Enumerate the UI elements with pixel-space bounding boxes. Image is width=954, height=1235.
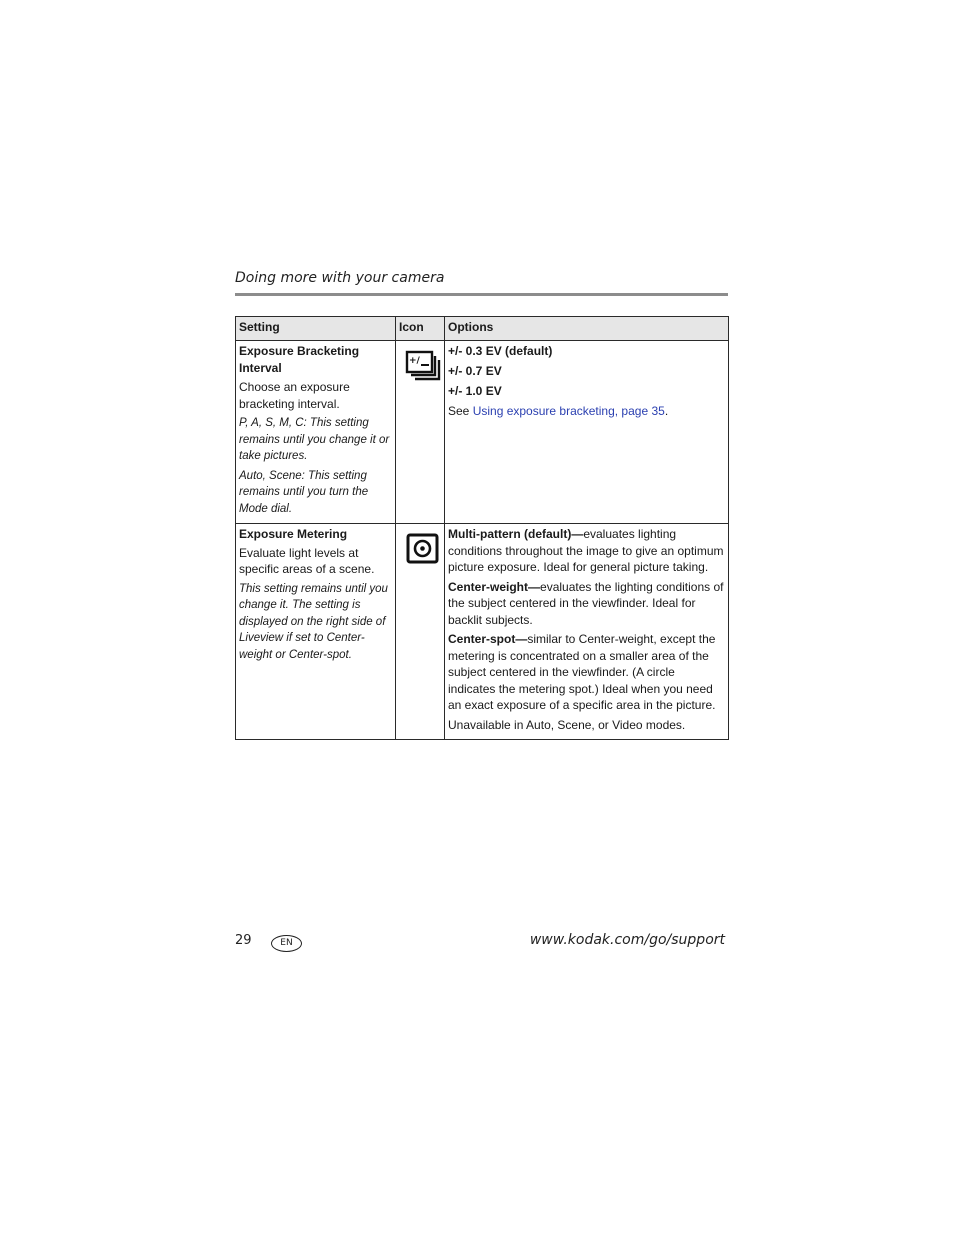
- setting-title: Exposure Bracketing Interval: [239, 344, 360, 375]
- column-header-options: Options: [445, 317, 729, 341]
- table-row: [236, 341, 729, 524]
- option-text: evaluates lighting conditions throughout the image to give an optimum picture exposure. Ideal for general picture taking.: [448, 527, 724, 574]
- table-row: [236, 524, 729, 740]
- page-header-title: Doing more with your camera: [235, 270, 445, 286]
- option-item: +/- 0.3 EV (default): [448, 344, 553, 358]
- icon-cell: [396, 341, 445, 524]
- option-term: Center-spot—: [448, 632, 528, 646]
- options-cell: [445, 341, 729, 524]
- option-text: similar to Center-weight, except the metering is concentrated on a smaller area of the subject centered in the viewfinder. (A circle indicates the metering spot.) Ideal when you need an exact exposure of a specific area in the picture.: [448, 632, 716, 712]
- option-item: +/- 1.0 EV: [448, 384, 502, 398]
- option-term: Multi-pattern (default)—: [448, 527, 584, 541]
- setting-description: Evaluate light levels at specific areas of a scene.: [239, 545, 375, 576]
- setting-cell: [236, 524, 396, 740]
- see-suffix: .: [664, 404, 669, 418]
- option-item: [448, 631, 725, 714]
- page-number: 29: [235, 933, 252, 948]
- exposure-bracketing-icon: [405, 350, 441, 382]
- icon-cell: [396, 524, 445, 740]
- option-item: [448, 526, 725, 576]
- see-reference: [448, 403, 725, 420]
- setting-note: P, A, S, M, C: This setting remains until you change it or take pictures.: [239, 417, 390, 462]
- support-url[interactable]: www.kodak.com/go/support: [529, 932, 725, 948]
- setting-note: This setting remains until you change it. The setting is displayed on the right side of Liveview if set to Center-weight or Center-spot.: [239, 582, 388, 661]
- option-item: [448, 579, 725, 629]
- setting-description: Choose an exposure bracketing interval.: [239, 380, 350, 411]
- option-item: +/- 0.7 EV: [448, 364, 502, 378]
- language-badge: EN: [271, 935, 302, 952]
- svg-text:+/: +/: [409, 356, 420, 366]
- option-term: Center-weight—: [448, 579, 541, 594]
- option-text: evaluates the lighting conditions of the subject centered in the viewfinder. Ideal for backlit subjects.: [448, 579, 724, 627]
- column-header-setting: Setting: [236, 317, 396, 341]
- unavailable-note: Unavailable in Auto, Scene, or Video modes.: [448, 717, 686, 732]
- table-header-row: [236, 317, 729, 341]
- setting-title: Exposure Metering: [239, 527, 348, 541]
- see-prefix: See: [448, 404, 473, 418]
- exposure-metering-icon: [405, 533, 441, 565]
- setting-note: Auto, Scene: This setting remains until you turn the Mode dial.: [239, 469, 369, 515]
- header-rule: [235, 293, 728, 296]
- setting-cell: [236, 341, 396, 524]
- options-cell: [445, 524, 729, 740]
- column-header-icon: Icon: [396, 317, 445, 341]
- exposure-bracketing-link[interactable]: Using exposure bracketing, page 35: [472, 404, 665, 418]
- settings-table: [235, 316, 729, 740]
